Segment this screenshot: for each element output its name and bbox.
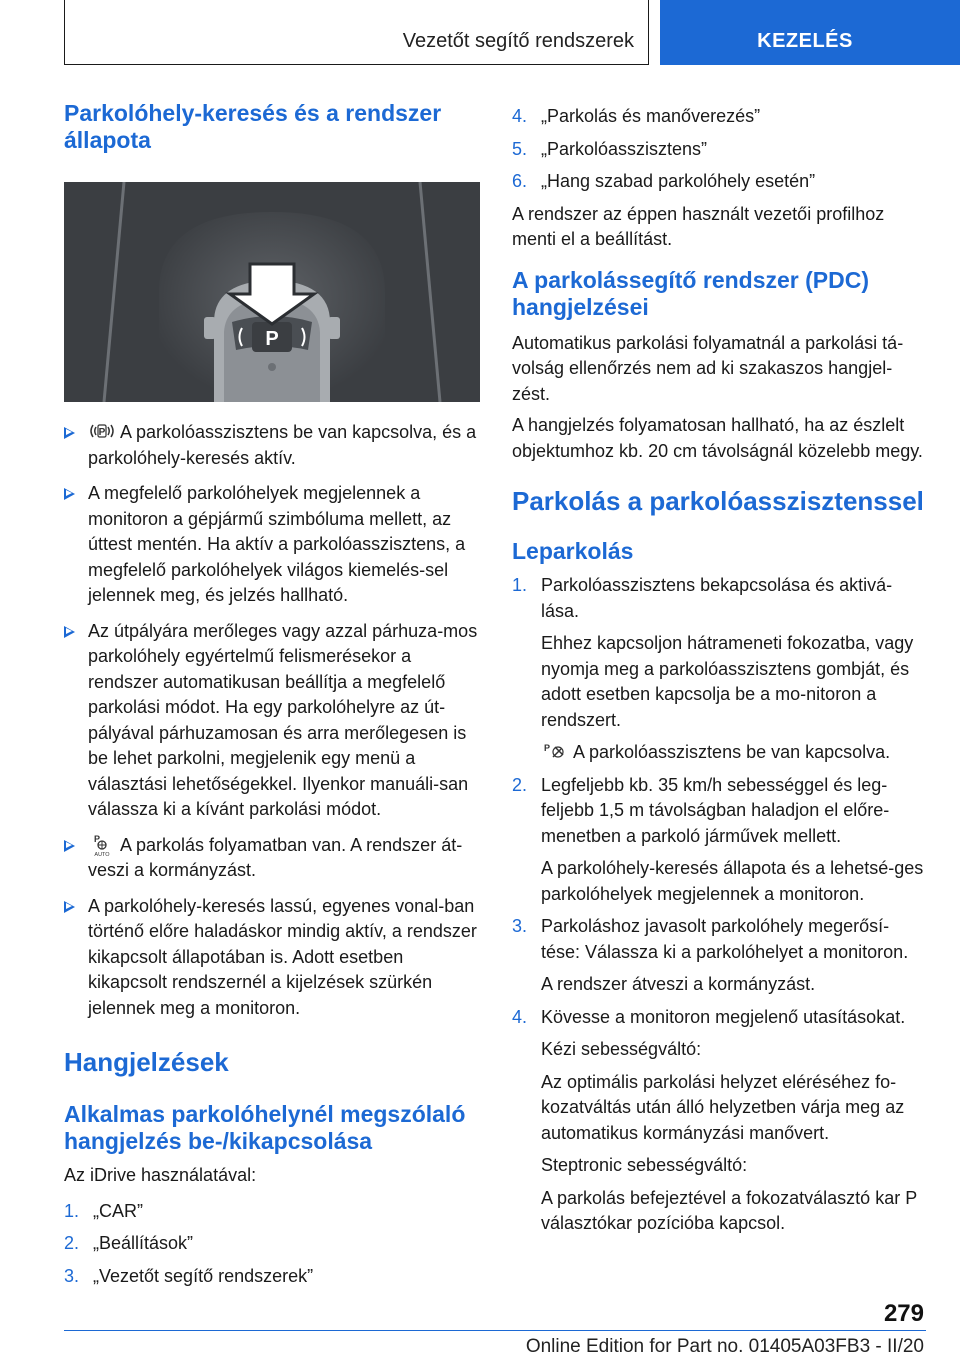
- list-item: 1. „CAR”: [64, 1200, 143, 1221]
- triangle-bullet-icon: [64, 626, 75, 638]
- list-item: 2. „Beállítások”: [64, 1233, 194, 1253]
- idrive-steps-right: [512, 104, 928, 195]
- car-top-view-illustration: [64, 182, 480, 402]
- heading-sound-toggle: Alkalmas parkolóhelynél megszólaló hangjelzés be-/kikapcsolása: [64, 1101, 466, 1154]
- heading-park-in: Leparkolás: [512, 538, 634, 564]
- chapter-title: Vezetőt segítő rendszerek: [402, 30, 634, 52]
- triangle-bullet-icon: [64, 840, 75, 852]
- list-item: 6. „Hang szabad parkolóhely esetén”: [512, 171, 816, 191]
- parking-assist-illustration: [64, 182, 480, 402]
- idrive-intro: Az iDrive használatával:: [64, 1165, 257, 1185]
- list-item: 3. Parkoláshoz javasolt parkolóhely megerősí-tése: Válassza ki a parkolóhelyet a monitoron. A rendszer átveszi a kormányzást.: [512, 916, 909, 994]
- svg-text:P: P: [544, 743, 551, 753]
- heading-parking-with-assistant: Parkolás a parkolóasszisztenssel: [512, 486, 924, 516]
- park-auto-icon: [88, 833, 116, 857]
- list-item: 4. „Parkolás és manőverezés”: [512, 106, 761, 126]
- park-assist-small-icon: [541, 741, 569, 761]
- list-item: P A parkolóasszisztens be van kapcsolva, és a parkolóhely-keresés aktív.: [64, 420, 480, 471]
- list-item: 4. Kövesse a monitoron megjelenő utasításokat. Kézi sebességváltó: Az optimális parkolási helyzet eléréséhez fo-kozatváltás után álló helyzetben várja meg az automatikus kormányzási manővert. Steptronic sebességváltó: A parkolás befejeztével a fokozatválasztó kar P választókar pozícióba kapcsol.: [512, 1006, 917, 1233]
- pdc-paragraph-1: Automatikus parkolási folyamatnál a parkolási tá-volság ellenőrzés nem ad ki szakaszos hangjel-zést.: [512, 332, 904, 404]
- list-item: 5. „Parkolóasszisztens”: [512, 138, 708, 159]
- svg-text:AUTO: AUTO: [94, 851, 110, 857]
- page-number: 279: [883, 1300, 924, 1327]
- list-item: A megfelelő parkolóhelyek megjelennek a monitoron a gépjármű szimbóluma mellett, az úttest mentén. Ha aktív a parkolóasszisztens, a megfelelő parkolóhelyek világos kiemelés-sel jelennek meg, és jelzés hallható.: [64, 481, 480, 609]
- list-item: Az útpályára merőleges vagy azzal párhuza-mos parkolóhely egyértelmű felismerésekor a rendszer automatikusan beállítja a megfelelő parkolási módot. Ha egy parkolóhelyre az út-pályával párhuzamosan és arra merőlegesen is be lehet parkolni, megjelenik egy menü a választási lehetőségekkel. Ilyenkor manuáli-san válassza ki a kívánt parkolási módot.: [64, 619, 480, 823]
- section-title: KEZELÉS: [757, 30, 853, 52]
- list-item: 3. „Vezetőt segítő rendszerek”: [64, 1265, 314, 1286]
- triangle-bullet-icon: [64, 488, 75, 500]
- triangle-bullet-icon: [64, 427, 75, 439]
- list-item: 1. Parkolóasszisztens bekapcsolása és aktivá-lása. Ehhez kapcsoljon hátrameneti fokozatba, vagy nyomja meg a parkolóasszisztens gombját, és adott esetben kapcsolja be a mo-nitoron a rendszert. P A parkolóasszisztens be van kapcsolva.: [512, 575, 914, 762]
- status-list: [64, 420, 480, 1021]
- triangle-bullet-icon: [64, 901, 75, 913]
- header-chapter-box: [64, 0, 649, 65]
- svg-text:P: P: [265, 328, 279, 350]
- heading-parking-search: Parkolóhely-keresés és a rendszer állapota: [64, 100, 442, 153]
- footer-divider: [64, 1330, 926, 1331]
- heading-pdc: A parkolássegítő rendszer (PDC) hangjelzései: [512, 266, 870, 320]
- svg-text:P: P: [98, 427, 106, 438]
- list-item: A parkolóhely-keresés lassú, egyenes vonal-ban történő előre haladáskor mindig aktív, a rendszer kikapcsolt állapotában is. Adott esetben kikapcsolt rendszernél a kijelzések szürkén jelennek meg a monitoron.: [64, 894, 480, 1022]
- header-section-box: [660, 0, 960, 65]
- pdc-paragraph-2: A hangjelzés folyamatosan hallható, ha az észlelt objektumhoz kb. 20 cm távolságnál közelebb megy.: [512, 415, 923, 461]
- parking-steps: [512, 573, 928, 1237]
- heading-sounds: Hangjelzések: [64, 1047, 229, 1077]
- left-column: [64, 100, 480, 1296]
- list-item: P AUTO A parkolás folyamatban van. A rendszer át-veszi a kormányzást.: [64, 833, 480, 884]
- park-assist-icon: [88, 421, 116, 441]
- profile-note: A rendszer az éppen használt vezetői profilhoz menti el a beállítást.: [512, 203, 885, 249]
- footer-edition: Online Edition for Part no. 01405A03FB3 - II/20: [525, 1336, 924, 1357]
- right-column: [512, 100, 928, 1244]
- svg-text:P: P: [94, 833, 101, 844]
- idrive-steps-left: [64, 1199, 480, 1290]
- list-item: 2. Legfeljebb kb. 35 km/h sebességgel és leg-feljebb 1,5 m távolságban haladjon el előre-menetben a parkoló járművek mellett. A parkolóhely-keresés állapota és a lehetsé-ges parkolóhelyek megjelennek a monitoron.: [512, 774, 924, 904]
